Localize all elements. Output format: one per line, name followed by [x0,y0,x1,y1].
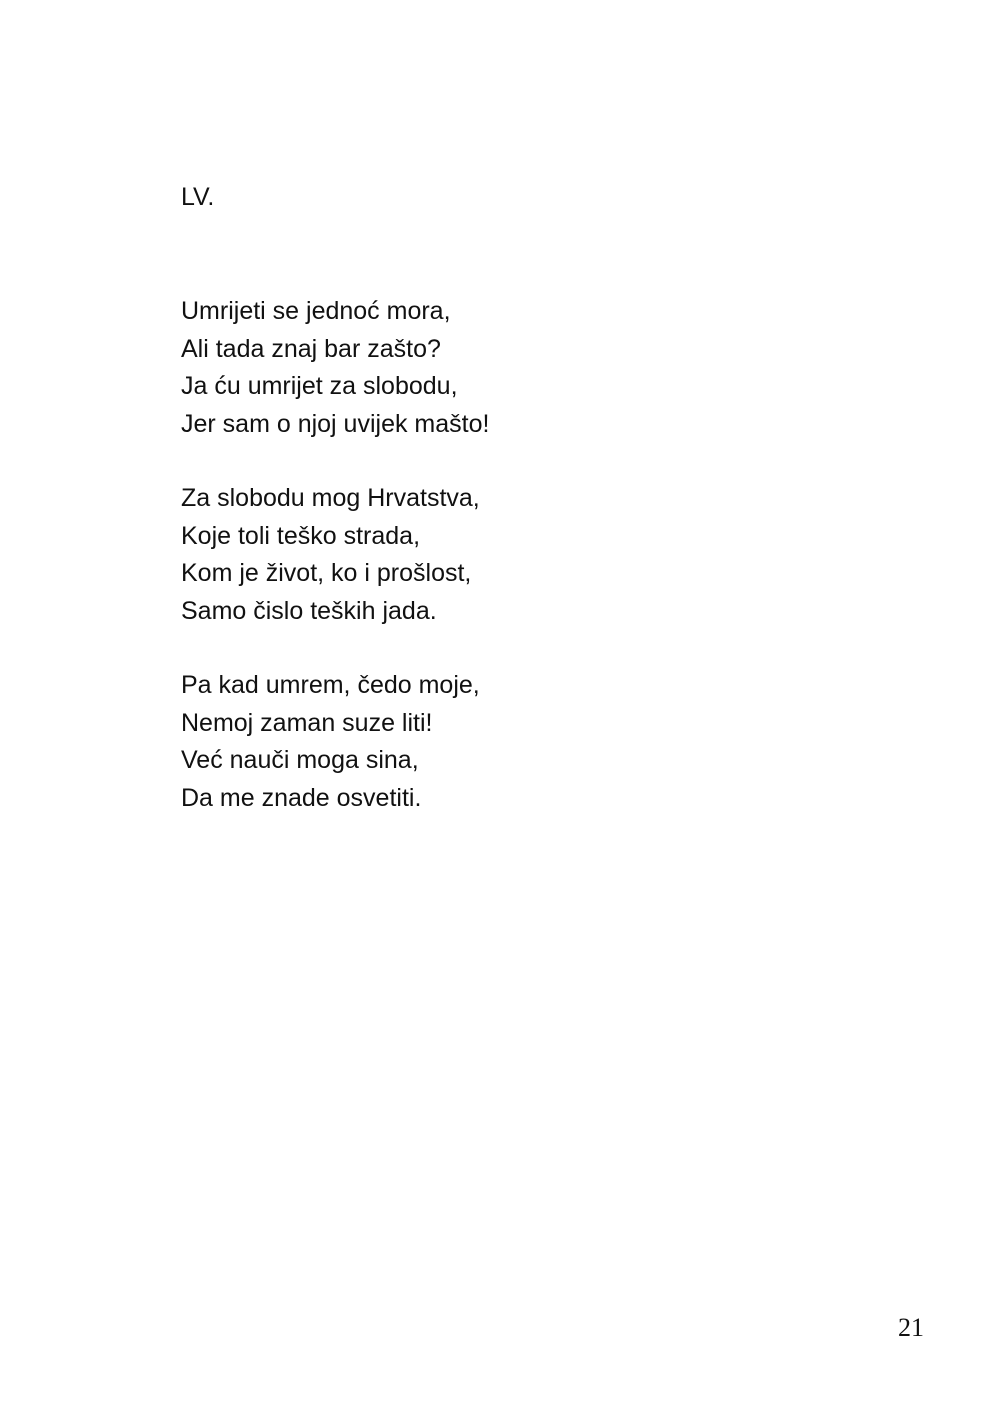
verse-line: Jer sam o njoj uvijek mašto! [181,409,490,438]
verse-line: Ja ću umrijet za slobodu, [181,372,458,400]
verse-line: Za slobodu mog Hrvatstva, [181,484,480,512]
verse-line: Kom je život, ko i prošlost, [181,559,472,587]
verse-line: Da me znade osvetiti. [181,783,422,812]
stanza [181,293,489,443]
page-number: 21 [898,1313,924,1342]
verse-line: Koje toli teško strada, [181,521,421,550]
poem-title: LV. [181,183,215,211]
verse-line: Nemoj zaman suze liti! [181,708,433,737]
verse-line: Ali tada znaj bar zašto? [181,334,441,363]
verse-line: Umrijeti se jednoć mora, [181,297,451,325]
verse-line: Pa kad umrem, čedo moje, [181,671,480,699]
verse-line: Samo čislo teških jada. [181,596,437,625]
stanza [181,667,480,817]
stanza [181,480,480,630]
verse-line: Već nauči moga sina, [181,746,419,774]
